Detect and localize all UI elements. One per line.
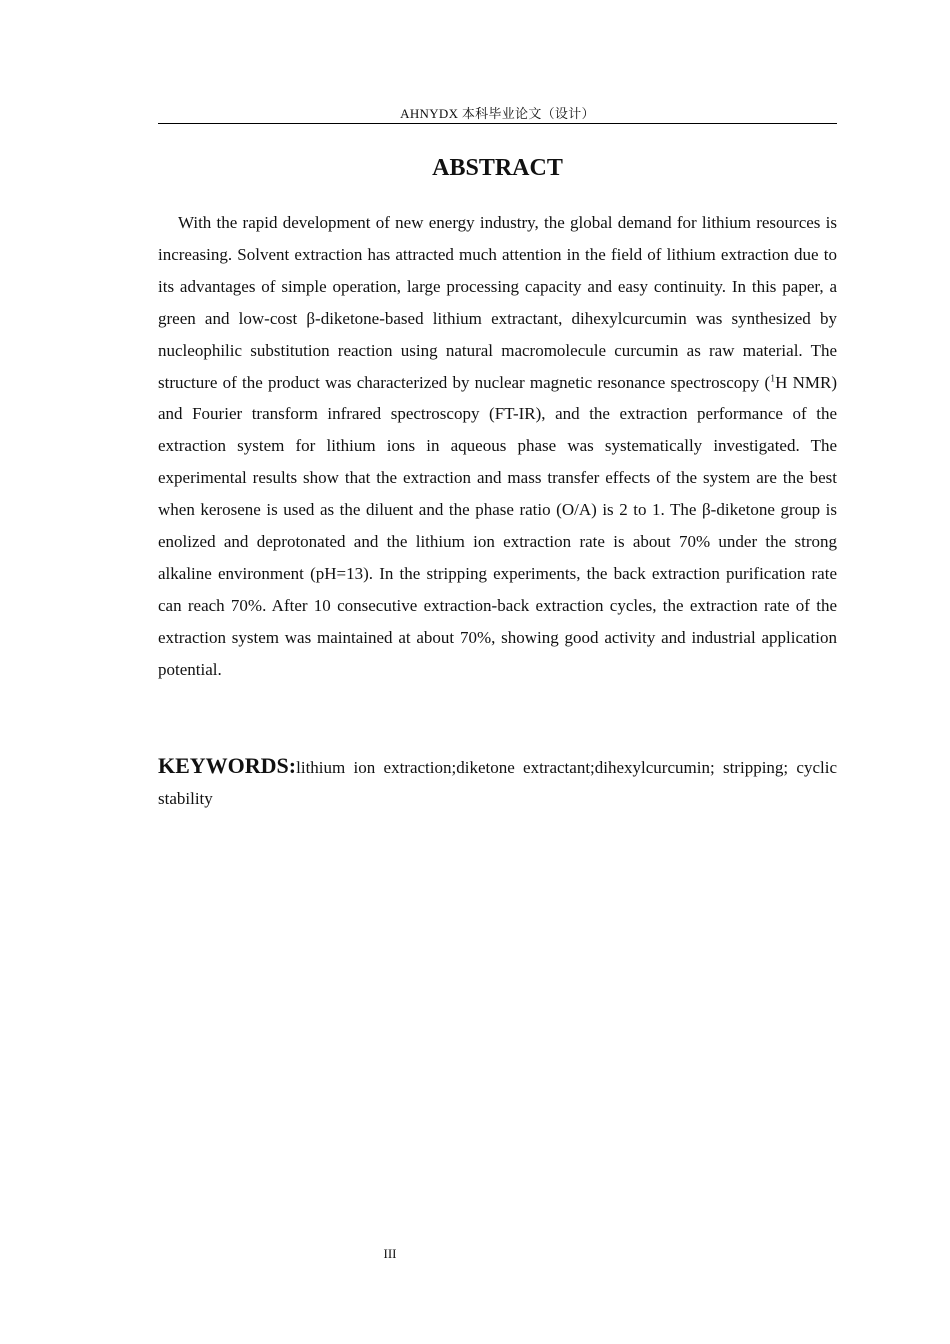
running-header: AHNYDX 本科毕业论文（设计） (400, 106, 595, 121)
keywords-text: lithium ion extraction;diketone extractant;dihexylcurcumin; stripping; cyclic stability (158, 758, 837, 808)
header-rule (158, 123, 837, 124)
abstract-body (158, 207, 837, 686)
abstract-title: ABSTRACT (432, 155, 563, 181)
nmr-superscript: 1 (770, 372, 776, 384)
abstract-text-part1: With the rapid development of new energy industry, the global demand for lithium resources is increasing. Solvent extraction has attracted much attention in the field of lithium extraction due to its advantages of simple operation, large processing capacity and easy continuity. In this paper, a green and low-cost β-diketone-based lithium extractant, dihexylcurcumin was synthesized by nucleophilic substitution reaction using natural macromolecule curcumin as raw material. The structure of the product was characterized by nuclear magnetic resonance spectroscopy ( (158, 213, 837, 392)
keywords-label: KEYWORDS: (158, 753, 297, 778)
abstract-text-part2: H NMR) and Fourier transform infrared spectroscopy (FT-IR), and the extraction performance of the extraction system for lithium ions in aqueous phase was systematically investigated. The experimental results show that the extraction and mass transfer effects of the system are the best when kerosene is used as the diluent and the phase ratio (O/A) is 2 to 1. The β-diketone group is enolized and deprotonated and the lithium ion extraction rate is about 70% under the strong alkaline environment (pH=13). In the stripping experiments, the back extraction purification rate can reach 70%. After 10 consecutive extraction-back extraction cycles, the extraction rate of the extraction system was maintained at about 70%, showing good activity and industrial application potential. (158, 372, 837, 679)
page-number: III (383, 1246, 397, 1261)
keywords-paragraph (158, 750, 837, 814)
